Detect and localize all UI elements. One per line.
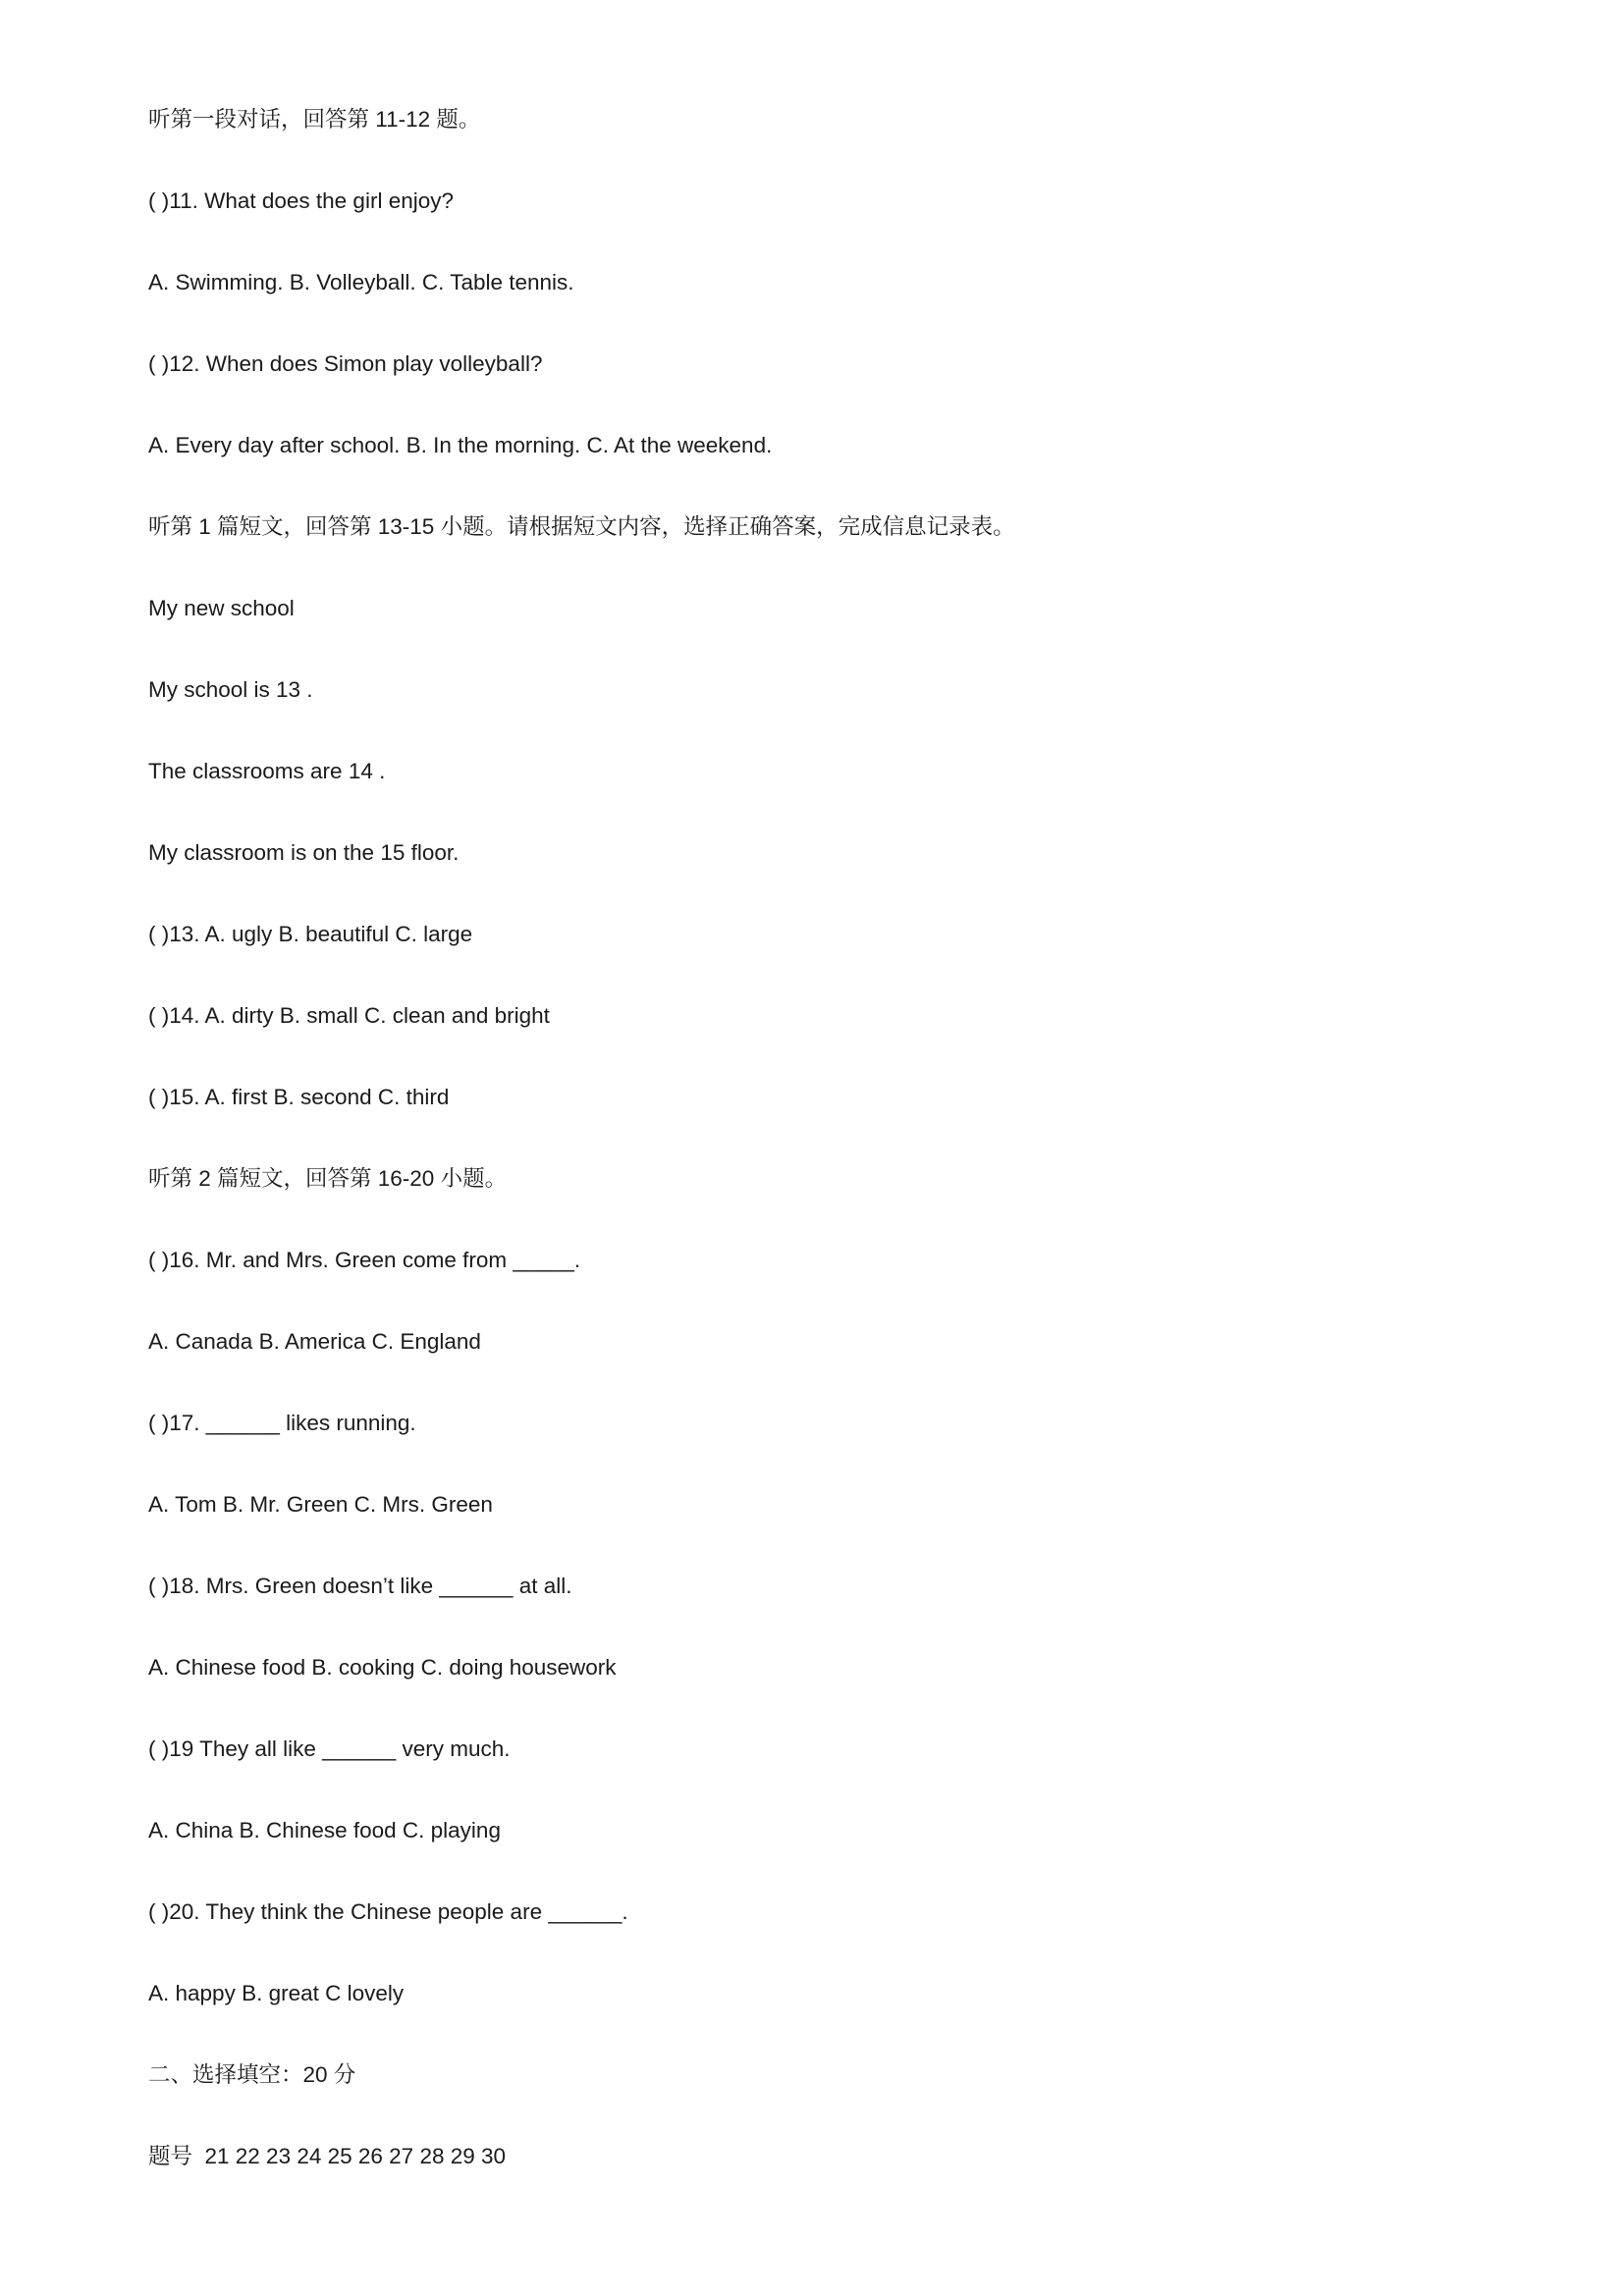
question-11-options: A. Swimming. B. Volleyball. C. Table tennis. <box>148 270 574 294</box>
section-instruction-passage-2: 听第 2 篇短文，回答第 16-20 小题。 <box>148 1166 508 1191</box>
info-line-15: My classroom is on the 15 floor. <box>148 840 460 865</box>
question-11: ( )11. What does the girl enjoy? <box>148 188 454 213</box>
question-13: ( )13. A. ugly B. beautiful C. large <box>148 922 473 946</box>
question-19: ( )19 They all like ______ very much. <box>148 1736 511 1761</box>
info-line-13: My school is 13 . <box>148 677 313 702</box>
info-line-14: The classrooms are 14 . <box>148 759 386 783</box>
document-body <box>148 98 1523 2216</box>
section-instruction-dialogue-1: 听第一段对话，回答第 11-12 题。 <box>148 107 481 132</box>
question-19-options: A. China B. Chinese food C. playing <box>148 1818 501 1842</box>
question-12: ( )12. When does Simon play volleyball? <box>148 351 543 376</box>
question-16: ( )16. Mr. and Mrs. Green come from _____. <box>148 1248 581 1272</box>
question-17: ( )17. ______ likes running. <box>148 1411 416 1435</box>
section-instruction-passage-1: 听第 1 篇短文，回答第 13-15 小题。请根据短文内容，选择正确答案，完成信息记录表。 <box>148 514 1015 539</box>
question-12-options: A. Every day after school. B. In the morning. C. At the weekend. <box>148 433 773 457</box>
question-18-options: A. Chinese food B. cooking C. doing housework <box>148 1655 617 1680</box>
question-20-options: A. happy B. great C lovely <box>148 1981 405 2005</box>
passage-title: My new school <box>148 596 295 620</box>
question-18: ( )18. Mrs. Green doesn’t like ______ at all. <box>148 1574 572 1598</box>
question-17-options: A. Tom B. Mr. Green C. Mrs. Green <box>148 1492 493 1517</box>
question-20: ( )20. They think the Chinese people are ______. <box>148 1899 628 1924</box>
question-16-options: A. Canada B. America C. England <box>148 1329 481 1354</box>
section-heading-2: 二、选择填空：20 分 <box>148 2062 356 2087</box>
answer-table-header: 题号 21 22 23 24 25 26 27 28 29 30 <box>148 2144 507 2168</box>
question-14: ( )14. A. dirty B. small C. clean and bright <box>148 1003 550 1028</box>
question-15: ( )15. A. first B. second C. third <box>148 1085 450 1109</box>
